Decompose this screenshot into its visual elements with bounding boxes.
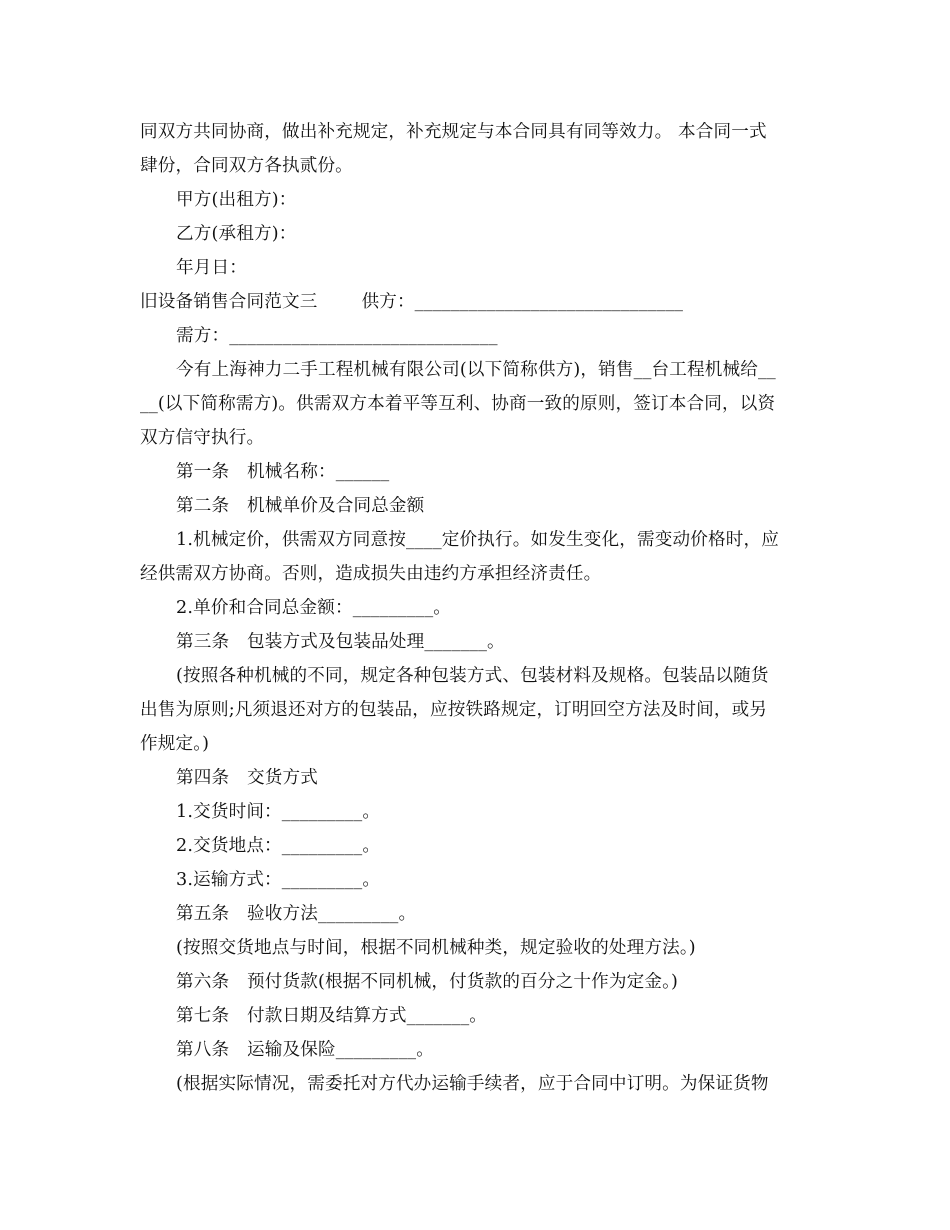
article-4: 第四条 交货方式 — [176, 768, 318, 788]
paragraph-line: 经供需双方协商。否则，造成损失由违约方承担经济责任。 — [140, 564, 602, 584]
supplier-field: 供方：______________________________ — [361, 292, 684, 312]
section-title-line — [140, 285, 812, 319]
paragraph-line: 1.机械定价，供需双方同意按____定价执行。如发生变化，需变动价格时，应 — [176, 530, 779, 550]
paragraph-line: 肆份，合同双方各执贰份。 — [140, 156, 353, 176]
contract-title: 旧设备销售合同范文三 — [140, 292, 318, 312]
article-6: 第六条 预付货款(根据不同机械，付货款的百分之十作为定金。) — [176, 972, 679, 992]
article-8: 第八条 运输及保险_________。 — [176, 1040, 434, 1060]
date-line: 年月日： — [176, 258, 247, 278]
paragraph-line: 2.交货地点：_________。 — [176, 836, 381, 856]
party-b-line: 乙方(承租方)： — [176, 224, 297, 244]
article-5: 第五条 验收方法_________。 — [176, 904, 417, 924]
party-a-line: 甲方(出租方)： — [176, 190, 297, 210]
paragraph-line: 同双方共同协商，做出补充规定，补充规定与本合同具有同等效力。 本合同一式 — [140, 122, 767, 142]
paragraph-line: (按照各种机械的不同，规定各种包装方式、包装材料及规格。包装品以随货 — [176, 666, 769, 686]
article-1: 第一条 机械名称：______ — [176, 462, 390, 482]
paragraph-line: 出售为原则;凡须退还对方的包装品，应按铁路规定，订明回空方法及时间，或另 — [140, 700, 768, 720]
buyer-field: 需方：______________________________ — [176, 326, 498, 346]
paragraph-line: __(以下简称需方)。供需双方本着平等互利、协商一致的原则，签订本合同，以资 — [140, 394, 776, 414]
paragraph-line: 2.单价和合同总金额：_________。 — [176, 598, 452, 618]
paragraph-line: 1.交货时间：_________。 — [176, 802, 381, 822]
paragraph-line: 作规定。) — [140, 734, 210, 754]
paragraph-line: (按照交货地点与时间，根据不同机械种类，规定验收的处理方法。) — [176, 938, 696, 958]
article-2: 第二条 机械单价及合同总金额 — [176, 496, 425, 516]
article-3: 第三条 包装方式及包装品处理_______。 — [176, 632, 505, 652]
paragraph-line: 双方信守执行。 — [140, 428, 265, 448]
paragraph-line: (根据实际情况，需委托对方代办运输手续者，应于合同中订明。为保证货物 — [176, 1074, 769, 1094]
paragraph-line: 今有上海神力二手工程机械有限公司(以下简称供方)，销售__台工程机械给__ — [176, 360, 776, 380]
paragraph-line: 3.运输方式：_________。 — [176, 870, 381, 890]
article-7: 第七条 付款日期及结算方式_______。 — [176, 1006, 488, 1026]
